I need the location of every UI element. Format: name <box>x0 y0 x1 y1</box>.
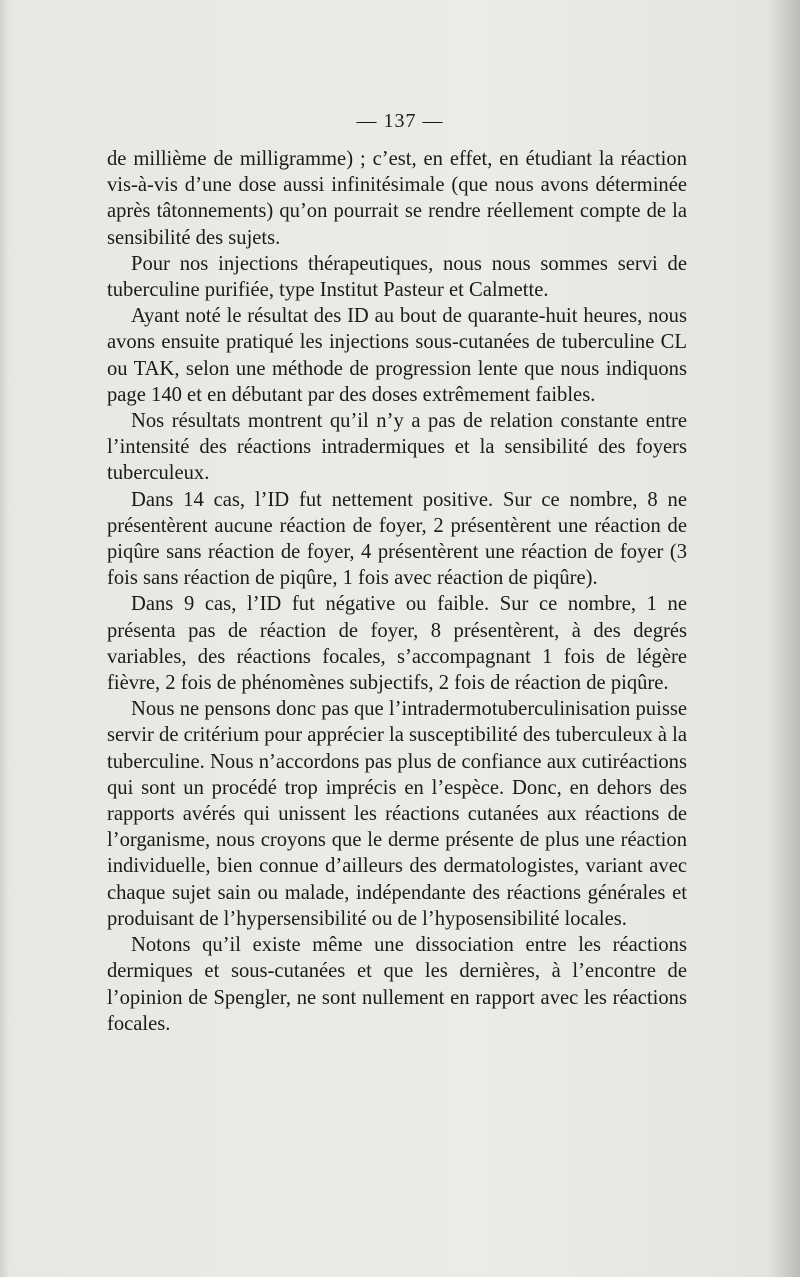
body-text <box>107 146 687 1037</box>
paragraph-8: Notons qu’il existe même une dissociation entre les réactions dermiques et sous-cutanées et que les dernières, à l’encontre de l’opinion de Spengler, ne sont nullement en rapport avec les réactions focales. <box>107 934 687 1035</box>
page-number: — 137 — <box>356 110 444 132</box>
paragraph-4: Nos résultats montrent qu’il n’y a pas de relation constante entre l’intensité des réactions intradermiques et la sensibilité des foyers tuberculeux. <box>107 410 687 485</box>
paragraph-7: Nous ne pensons donc pas que l’intradermotuberculinisation puisse servir de critérium pour apprécier la susceptibilité des tuberculeux à la tuberculine. Nous n’accordons pas plus de confiance aux cutiréactions qui sont un procédé trop imprécis en l’espèce. Donc, en dehors des rapports avérés qui unissent les réactions cutanées aux réactions de l’organisme, nous croyons que le derme présente de plus une réaction individuelle, bien connue d’ailleurs des dermatologistes, variant avec chaque sujet sain ou malade, indépendante des réactions générales et produisant de l’hypersensibilité ou de l’hyposensibilité locales. <box>107 698 687 930</box>
paragraph-1: de millième de milligramme) ; c’est, en effet, en étudiant la réaction vis-à-vis d’une dose aussi infinitésimale (que nous avons déterminée après tâtonnements) qu’on pourrait se rendre réellement compte de la sensibilité des sujets. <box>107 148 687 249</box>
paragraph-2: Pour nos injections thérapeutiques, nous nous sommes servi de tuberculine purifiée, type Institut Pasteur et Calmette. <box>107 252 687 302</box>
paragraph-3: Ayant noté le résultat des ID au bout de quarante-huit heures, nous avons ensuite pratiqué les injections sous-cutanées de tuberculine CL ou TAK, selon une méthode de progression lente que nous indiquons page 140 et en débutant par des doses extrêmement faibles. <box>107 305 687 406</box>
paragraph-6: Dans 9 cas, l’ID fut négative ou faible. Sur ce nombre, 1 ne présenta pas de réaction de foyer, 8 présentèrent, à des degrés variables, des réactions focales, s’accompagnant 1 fois de légère fièvre, 2 fois de phénomènes subjectifs, 2 fois de réaction de piqûre. <box>107 593 687 695</box>
paragraph-5: Dans 14 cas, l’ID fut nettement positive. Sur ce nombre, 8 ne présentèrent aucune réaction de foyer, 2 présentèrent une réaction de piqûre sans réaction de foyer, 4 présentèrent une réaction de foyer (3 fois sans réaction de piqûre, 1 fois avec réaction de piqûre). <box>107 488 687 590</box>
